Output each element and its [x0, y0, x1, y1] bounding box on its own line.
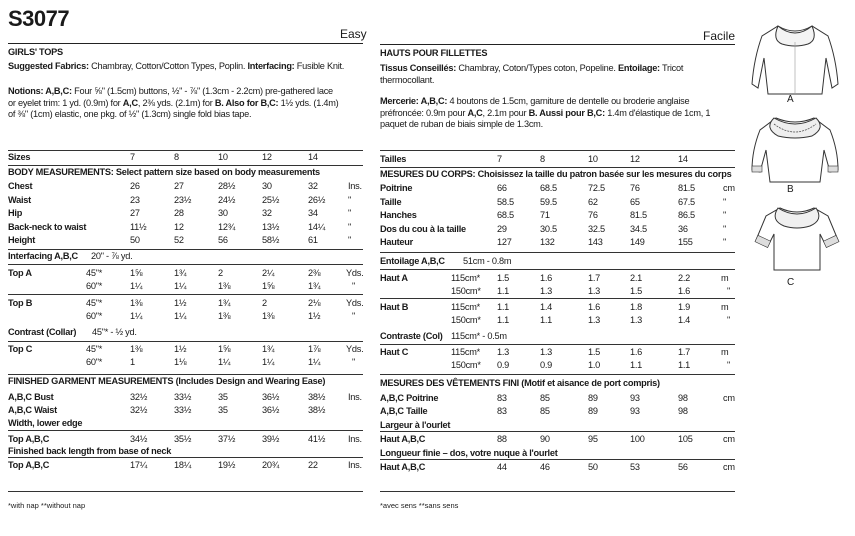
en-body-row [8, 195, 363, 207]
yardage-value: 0.9 [497, 360, 510, 370]
en-yardage-row [8, 268, 363, 280]
fr-sizes-row: Tailles 7 8 10 12 14 [380, 154, 688, 164]
width: 150cm* [451, 315, 481, 325]
yardage-value: 1¼ [218, 357, 231, 367]
yardage-value: 1.4 [540, 302, 553, 312]
row-value: 27 [130, 208, 140, 218]
unit-ditto: " [727, 315, 731, 325]
fr-body-row [380, 183, 735, 195]
fr-yardage-row [380, 315, 735, 327]
yardage-value: 1.1 [630, 360, 643, 370]
finished-label: A,B,C Waist [8, 405, 57, 415]
view-c-label: C [787, 277, 795, 288]
view-label: Haut B [380, 302, 409, 312]
row-value: 76 [588, 210, 598, 220]
row-value: 81.5 [678, 183, 695, 193]
row-label: Chest [8, 181, 33, 191]
width: 150cm* [451, 286, 481, 296]
row-unit: " [723, 196, 727, 207]
en-size: 10 [218, 152, 228, 162]
unit-ditto: " [352, 281, 356, 291]
pattern-number: S3077 [8, 6, 70, 31]
yardage-value: 1¾ [308, 281, 321, 291]
finished-value: 41½ [308, 434, 326, 444]
yardage-value: 1¾ [262, 344, 275, 354]
difficulty-easy: Easy [340, 27, 367, 41]
finished-value: 34½ [130, 434, 148, 444]
row-value: 30.5 [540, 223, 557, 234]
yardage-value: 1¾ [174, 268, 187, 278]
en-notions-2b: A,C [122, 97, 138, 108]
contrast-label: Contrast (Collar) [8, 327, 77, 337]
finished-value: 105 [678, 434, 693, 444]
row-value: 24½ [218, 194, 236, 205]
fr-body-row [380, 197, 735, 209]
row-label: Hip [8, 208, 23, 218]
contrast-label: Contraste (Col) [380, 331, 443, 341]
row-value: 26½ [308, 194, 326, 205]
row-value: 143 [588, 237, 603, 247]
fr-finished-row [380, 406, 735, 418]
finished-value: 44 [497, 462, 507, 472]
yardage-value: 1.0 [588, 360, 601, 370]
row-value: 27 [174, 181, 184, 191]
en-notions-2d: B. Also for B,C: [214, 97, 279, 108]
row-unit: Ins. [348, 181, 362, 191]
unit: Ins. [348, 434, 362, 444]
fr-notions: Mercerie: A,B,C: 4 boutons de 1.5cm, garniture de dentelle ou broderie anglaise préfroncée: 0.9m pour A,C, 2.1m pour B. Aussi pour B,C: 1.4m d'élastique de 1cm, 1 paquet de ruban de biais simple de 1.3cm. [380, 96, 711, 129]
view-label: Haut A [380, 273, 408, 283]
yardage-value: 1.3 [588, 315, 601, 325]
finished-value: 98 [678, 406, 688, 416]
fr-yardage-row [380, 302, 735, 314]
finished-value: 32½ [130, 392, 148, 402]
row-value: 29 [497, 223, 507, 234]
yardage-value: 1⅛ [174, 357, 187, 367]
fr-title: HAUTS POUR FILLETTES [380, 48, 488, 58]
en-title: GIRLS' TOPS [8, 47, 63, 57]
fr-finished-row [380, 393, 735, 405]
width: 60"* [86, 281, 103, 291]
fr-yardage-row [380, 273, 735, 285]
row-value: 65 [630, 196, 640, 207]
row-value: 30 [218, 208, 228, 218]
unit-ditto: " [727, 360, 731, 370]
finished-value: 35 [218, 392, 228, 402]
row-value: 127 [497, 237, 512, 247]
unit: Yds. [346, 298, 364, 308]
unit-ditto: " [727, 286, 731, 296]
yardage-value: 1.7 [678, 347, 691, 357]
yardage-value: 1.6 [630, 347, 643, 357]
yardage-value: 1½ [174, 344, 187, 354]
row-value: 28 [174, 208, 184, 218]
fr-finished-row [380, 434, 735, 446]
fr-yardage-row [380, 347, 735, 359]
en-yardage-row [8, 311, 363, 323]
unit: m [721, 302, 729, 312]
yardage-value: 1.3 [540, 347, 553, 357]
en-contrast-row [8, 327, 363, 339]
row-label: Hauteur [380, 237, 413, 247]
row-value: 25½ [262, 194, 280, 205]
unit: Yds. [346, 268, 364, 278]
row-value: 67.5 [678, 196, 695, 207]
finished-value: 100 [630, 434, 645, 444]
width: 115cm* [451, 302, 480, 312]
yardage-value: 1⅜ [130, 344, 143, 354]
view-b-illustration [748, 110, 843, 185]
unit: Ins. [348, 392, 362, 402]
en-yardage-row [8, 281, 363, 293]
row-value: 86.5 [678, 210, 695, 220]
yardage-value: 1.1 [497, 302, 510, 312]
row-value: 52 [174, 235, 184, 245]
row-value: 34.5 [630, 223, 647, 234]
en-finished-row [8, 434, 363, 446]
row-value: 58.5 [497, 196, 514, 207]
fr-interfacing-row: Entoilage A,B,C 51cm - 0.8m [380, 256, 512, 266]
yardage-value: 1⅜ [218, 311, 231, 321]
row-value: 32.5 [588, 223, 605, 234]
width: 60"* [86, 357, 103, 367]
finished-value: 93 [630, 393, 640, 403]
yardage-value: 1⅜ [262, 311, 275, 321]
en-size: 7 [130, 152, 135, 162]
row-label: Height [8, 235, 36, 245]
unit: m [721, 273, 729, 283]
width: 45"* [86, 298, 103, 308]
fr-yardage-row [380, 286, 735, 298]
finished-value: 95 [588, 434, 598, 444]
row-value: 26 [130, 181, 140, 191]
en-notions-3: of ⅜" (1cm) elastic, one pkg. of ½" (1.3cm) single fold bias tape. [8, 109, 252, 119]
row-value: 155 [678, 237, 693, 247]
en-yardage-row [8, 298, 363, 310]
finished-value: 83 [497, 406, 507, 416]
finished-label: Top A,B,C [8, 460, 50, 470]
row-value: 34 [308, 208, 318, 218]
finished-value: 36½ [262, 405, 280, 415]
en-body-row [8, 235, 363, 247]
view-a-illustration [748, 18, 843, 98]
en-finished-row [8, 418, 363, 430]
finished-value: 46 [540, 462, 550, 472]
en-notions-label: Notions: A,B,C: [8, 86, 72, 96]
en-footnote: *with nap **without nap [8, 501, 86, 510]
yardage-value: 1⅝ [130, 268, 143, 278]
row-value: 59.5 [540, 196, 557, 207]
en-body-row [8, 208, 363, 220]
yardage-value: 1¾ [218, 298, 231, 308]
contrast-value: 115cm* - 0.5m [451, 331, 507, 341]
yardage-value: 2 [262, 298, 267, 308]
yardage-value: 1.8 [630, 302, 643, 312]
view-b-label: B [787, 184, 794, 195]
finished-value: 85 [540, 406, 550, 416]
unit: Yds. [346, 344, 364, 354]
view-label: Haut C [380, 347, 409, 357]
yardage-value: 1.1 [540, 315, 553, 325]
row-value: 72.5 [588, 183, 605, 193]
en-notions-1: Four ⅝" (1.5cm) buttons, ½" - ⅞" (1.3cm - 2.2cm) pre-gathered lace [71, 86, 333, 96]
fr-yardage-row [380, 360, 735, 372]
finished-value: 37½ [218, 434, 236, 444]
yardage-value: 1.3 [588, 286, 601, 296]
en-notions-2c: , 2⅜ yds. (2.1m) for [137, 97, 215, 108]
row-value: 71 [540, 210, 550, 220]
en-sizes-label: Sizes [8, 152, 31, 162]
yardage-value: 1.3 [497, 347, 510, 357]
view-label: Top C [8, 344, 33, 354]
finished-value: 33½ [174, 392, 192, 402]
view-c-illustration [752, 200, 842, 275]
yardage-value: 2.1 [630, 273, 643, 283]
row-unit: " [348, 194, 352, 205]
en-body-row [8, 222, 363, 234]
yardage-value: 2⅜ [308, 268, 321, 278]
row-value: 132 [540, 237, 555, 247]
yardage-value: 1.1 [497, 315, 510, 325]
yardage-value: 1⅞ [308, 344, 321, 354]
yardage-value: 1⅝ [218, 344, 231, 354]
en-finished-row [8, 460, 363, 472]
yardage-value: 1¼ [174, 281, 187, 291]
finished-value: 89 [588, 393, 598, 403]
row-label: Poitrine [380, 183, 413, 193]
row-value: 32 [308, 181, 318, 191]
row-value: 68.5 [497, 210, 514, 220]
en-interfacing-row: Interfacing A,B,C 20" - ⅞ yd. [8, 251, 133, 261]
en-fabrics [8, 61, 368, 73]
yardage-value: 1.3 [540, 286, 553, 296]
en-yardage-row [8, 357, 363, 369]
row-value: 50 [130, 235, 140, 245]
view-label: Top B [8, 298, 33, 308]
en-interfacing-text: Fusible Knit. [294, 61, 345, 71]
finished-value: 32½ [130, 405, 148, 415]
finished-label: Top A,B,C [8, 434, 50, 444]
finished-label: Longueur finie – dos, votre nuque à l'ourlet [380, 448, 558, 458]
finished-value: 83 [497, 393, 507, 403]
row-unit: " [723, 223, 727, 234]
yardage-value: 2⅛ [308, 298, 321, 308]
row-unit: " [723, 237, 727, 247]
yardage-value: 1⅝ [262, 281, 275, 291]
width: 60"* [86, 311, 103, 321]
difficulty-facile: Facile [703, 29, 736, 43]
finished-value: 17¼ [130, 460, 148, 470]
finished-label: Width, lower edge [8, 418, 83, 428]
row-value: 23½ [174, 194, 192, 205]
row-value: 28½ [218, 181, 236, 191]
yardage-value: 1¼ [308, 357, 321, 367]
yardage-value: 1¼ [130, 281, 143, 291]
yardage-value: 1.7 [588, 273, 601, 283]
row-value: 56 [218, 235, 228, 245]
yardage-value: 1⅜ [130, 298, 143, 308]
en-size: 12 [262, 152, 272, 162]
contrast-value: 45"* - ½ yd. [92, 327, 137, 337]
en-sizes-row [8, 152, 363, 164]
finished-value: 50 [588, 462, 598, 472]
unit: m [721, 347, 729, 357]
finished-value: 33½ [174, 405, 192, 415]
yardage-value: 1¼ [174, 311, 187, 321]
width: 115cm* [451, 273, 480, 283]
row-value: 13½ [262, 221, 280, 232]
fr-body-row [380, 224, 735, 236]
en-fabrics-text: Chambray, Cotton/Cotton Types, Poplin. [88, 61, 248, 71]
row-unit: " [348, 235, 352, 245]
row-value: 32 [262, 208, 272, 218]
yardage-value: 1¼ [262, 357, 275, 367]
row-unit: " [348, 208, 352, 218]
finished-value: 35 [218, 405, 228, 415]
yardage-value: 0.9 [540, 360, 553, 370]
fr-contrast-row [380, 331, 735, 343]
en-size: 8 [174, 152, 179, 162]
en-notions-2a: or eyelet trim: 1 yd. (0.9m) for [8, 97, 123, 108]
row-value: 36 [678, 223, 688, 234]
row-label: Dos du cou à la taille [380, 223, 466, 234]
finished-label: A,B,C Bust [8, 392, 54, 402]
finished-value: 93 [630, 406, 640, 416]
unit: cm [723, 393, 735, 403]
row-value: 61 [308, 235, 318, 245]
yardage-value: 1.1 [497, 286, 510, 296]
en-interfacing-label: Interfacing: [247, 61, 295, 71]
en-fabrics-label: Suggested Fabrics: [8, 61, 89, 71]
finished-value: 53 [630, 462, 640, 472]
fr-fabrics: Tissus Conseillés: Chambray, Coton/Types coton, Popeline. Entoilage: Tricot thermocollant. [380, 63, 684, 85]
finished-value: 38½ [308, 392, 326, 402]
finished-value: 18¼ [174, 460, 192, 470]
unit-ditto: " [352, 357, 356, 367]
row-value: 81.5 [630, 210, 647, 220]
finished-value: 39½ [262, 434, 280, 444]
row-value: 12¾ [218, 221, 236, 232]
en-body-row [8, 181, 363, 193]
en-finished-row [8, 392, 363, 404]
row-value: 14¼ [308, 221, 326, 232]
yardage-value: 1.3 [630, 315, 643, 325]
yardage-value: 1.9 [678, 302, 691, 312]
width: 115cm* [451, 347, 480, 357]
en-notions-2e: 1½ yds. (1.4m) [278, 97, 339, 108]
yardage-value: 1.5 [497, 273, 510, 283]
view-label: Top A [8, 268, 32, 278]
finished-value: 19½ [218, 460, 236, 470]
row-label: Back-neck to waist [8, 221, 87, 232]
row-value: 30 [262, 181, 272, 191]
finished-label: Finished back length from base of neck [8, 446, 172, 456]
row-value: 66 [497, 183, 507, 193]
finished-value: 89 [588, 406, 598, 416]
finished-value: 38½ [308, 405, 326, 415]
row-label: Taille [380, 196, 402, 207]
yardage-value: 1 [130, 357, 135, 367]
row-value: 58½ [262, 235, 280, 245]
finished-label: A,B,C Taille [380, 406, 428, 416]
yardage-value: 2 [218, 268, 223, 278]
finished-value: 98 [678, 393, 688, 403]
row-value: 149 [630, 237, 645, 247]
yardage-value: 1.5 [588, 347, 601, 357]
yardage-value: 1.5 [630, 286, 643, 296]
finished-value: 85 [540, 393, 550, 403]
width: 150cm* [451, 360, 481, 370]
yardage-value: 1.6 [588, 302, 601, 312]
yardage-value: 1½ [308, 311, 321, 321]
en-notions [8, 86, 368, 121]
unit: cm [723, 434, 735, 444]
row-value: 62 [588, 196, 598, 207]
fr-body-row [380, 210, 735, 222]
finished-label: A,B,C Poitrine [380, 393, 439, 403]
yardage-value: 1.6 [678, 286, 691, 296]
finished-label: Largeur à l'ourlet [380, 420, 451, 430]
row-unit: " [348, 221, 352, 232]
finished-value: 56 [678, 462, 688, 472]
fr-footnote: *avec sens **sans sens [380, 501, 459, 510]
row-label: Waist [8, 194, 31, 205]
row-value: 68.5 [540, 183, 557, 193]
finished-value: 20¾ [262, 460, 280, 470]
view-a-label: A [787, 94, 794, 105]
row-value: 23 [130, 194, 140, 205]
en-yardage-row [8, 344, 363, 356]
unit: Ins. [348, 460, 362, 470]
row-label: Hanches [380, 210, 417, 220]
width: 45"* [86, 268, 103, 278]
yardage-value: 1.4 [678, 315, 691, 325]
row-value: 11½ [130, 221, 147, 232]
finished-value: 35½ [174, 434, 192, 444]
row-value: 12 [174, 221, 184, 232]
row-value: 76 [630, 183, 640, 193]
unit-ditto: " [352, 311, 356, 321]
yardage-value: 1.6 [540, 273, 553, 283]
row-unit: cm [723, 183, 735, 193]
finished-value: 22 [308, 460, 318, 470]
en-finished-row [8, 405, 363, 417]
yardage-value: 1⅜ [218, 281, 231, 291]
yardage-value: 1¼ [130, 311, 143, 321]
fr-finished-row [380, 462, 735, 474]
en-size: 14 [308, 152, 318, 162]
fr-body-row [380, 237, 735, 249]
yardage-value: 1.1 [678, 360, 691, 370]
finished-value: 90 [540, 434, 550, 444]
finished-label: Haut A,B,C [380, 434, 426, 444]
finished-value: 36½ [262, 392, 280, 402]
finished-label: Haut A,B,C [380, 462, 426, 472]
yardage-value: 2.2 [678, 273, 691, 283]
row-unit: " [723, 210, 727, 220]
finished-value: 88 [497, 434, 507, 444]
yardage-value: 2¼ [262, 268, 275, 278]
width: 45"* [86, 344, 103, 354]
yardage-value: 1½ [174, 298, 187, 308]
unit: cm [723, 462, 735, 472]
